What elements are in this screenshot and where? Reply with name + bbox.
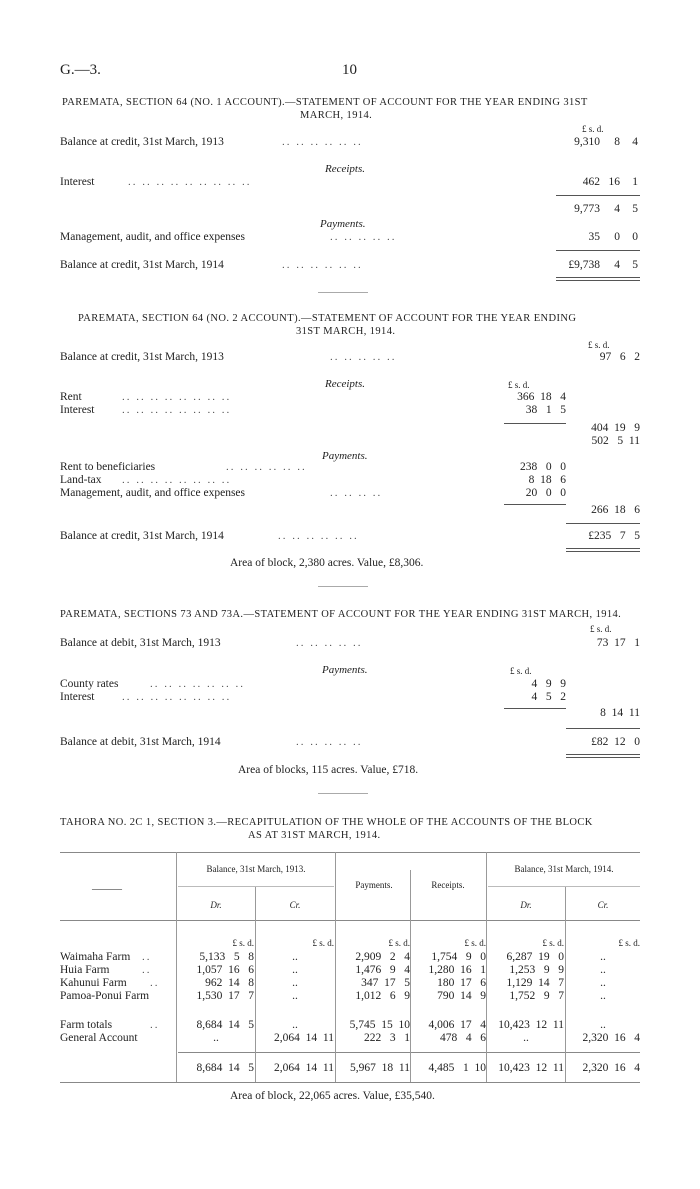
s1-units: £ s. d. (582, 124, 604, 134)
cell: 790 14 9 (437, 990, 486, 1002)
s1-shillings: 4 (614, 203, 620, 215)
row-label: Kahunui Farm (60, 977, 127, 989)
s1-payments-heading: Payments. (320, 218, 366, 230)
cell: 2,909 2 4 (355, 951, 410, 963)
s1-pence: 0 (632, 231, 638, 243)
s2-amount: 266 18 6 (591, 504, 640, 516)
cell: 1,280 16 1 (428, 964, 486, 976)
s2-amount: 20 0 0 (525, 487, 566, 499)
section-divider (318, 586, 368, 587)
s1-title-line2: MARCH, 1914. (300, 110, 373, 121)
s1-row-label: Management, audit, and office expenses (60, 231, 245, 243)
hdr-cr-1914: Cr. (597, 900, 609, 910)
s1-row-label: Balance at credit, 31st March, 1914 (60, 259, 224, 271)
leader-dots: .. (142, 951, 152, 963)
leader-dots: .. .. .. .. .. (330, 351, 397, 363)
header-dash: ——— (92, 884, 122, 895)
s3-row-label: Balance at debit, 31st March, 1914 (60, 736, 221, 748)
row-label: Pamoa-Ponui Farm (60, 990, 150, 1002)
cell: 5,133 5 8 (199, 951, 254, 963)
s1-pence: 4 (632, 136, 638, 148)
s3-amount: 4 9 9 (531, 678, 566, 690)
sum-rule (566, 728, 640, 729)
double-rule (566, 757, 640, 758)
s4-note: Area of block, 22,065 acres. Value, £35,540. (230, 1090, 435, 1102)
s2-row-label: Balance at credit, 31st March, 1913 (60, 351, 224, 363)
leader-dots: .. (142, 964, 152, 976)
s3-title: PAREMATA, SECTIONS 73 AND 73A.—STATEMENT OF ACCOUNT FOR THE YEAR ENDING 31ST MARCH, 1914. (60, 609, 622, 620)
leader-dots: .. .. .. .. .. .. .. .. (122, 391, 232, 403)
s1-row-label: Balance at credit, 31st March, 1913 (60, 136, 224, 148)
cell: 8,684 14 5 (196, 1062, 254, 1074)
cell: .. (600, 951, 606, 963)
s2-amount: 38 1 5 (525, 404, 566, 416)
s3-row-label: Interest (60, 691, 95, 703)
cell: .. (292, 951, 298, 963)
units: £ s. d. (618, 938, 640, 948)
cell: 10,423 12 11 (498, 1062, 564, 1074)
hdr-payments: Payments. (355, 880, 393, 890)
cell: 347 17 5 (361, 977, 410, 989)
s2-title-line2: 31ST MARCH, 1914. (296, 326, 396, 337)
s1-title-line1: PAREMATA, SECTION 64 (NO. 1 ACCOUNT).—STATEMENT OF ACCOUNT FOR THE YEAR ENDING 31ST (62, 97, 588, 108)
hdr-balance-1913: Balance, 31st March, 1913. (206, 864, 306, 874)
cell: 1,752 9 7 (509, 990, 564, 1002)
cell: .. (292, 1019, 298, 1031)
double-rule (556, 277, 640, 278)
cell: 2,064 14 11 (274, 1062, 334, 1074)
s1-pounds: 9,773 (574, 203, 600, 215)
cell: 4,485 1 10 (428, 1062, 486, 1074)
leader-dots: .. .. .. .. .. .. .. (150, 678, 245, 690)
sum-rule (556, 250, 640, 251)
cell: 1,012 6 9 (355, 990, 410, 1002)
s3-payments-heading: Payments. (322, 664, 368, 676)
s2-payments-heading: Payments. (322, 450, 368, 462)
s2-amount: 404 19 9 (591, 422, 640, 434)
cell: 5,967 18 11 (350, 1062, 410, 1074)
cell: .. (600, 1019, 606, 1031)
leader-dots: .. .. .. .. .. .. .. .. .. (128, 176, 252, 188)
s1-row-label: Interest (60, 176, 95, 188)
s1-shillings: 0 (614, 231, 620, 243)
hdr-dr-1913: Dr. (210, 900, 222, 910)
units: £ s. d. (542, 938, 564, 948)
s1-pence: 5 (632, 259, 638, 271)
hdr-receipts: Receipts. (431, 880, 465, 890)
cell: .. (292, 964, 298, 976)
s3-row-label: Balance at debit, 31st March, 1913 (60, 637, 221, 649)
cell: 5,745 15 10 (349, 1019, 410, 1031)
s3-amount: 73 17 1 (596, 637, 640, 649)
s2-amount: £235 7 5 (588, 530, 640, 542)
s2-amount: 97 6 2 (599, 351, 640, 363)
leader-dots: .. (150, 977, 160, 989)
cell: 2,064 14 11 (274, 1032, 334, 1044)
s2-row-label: Rent to beneficiaries (60, 461, 156, 473)
s2-row-label: Land-tax (60, 474, 102, 486)
hdr-dr-1914: Dr. (520, 900, 532, 910)
s1-pounds: 462 (582, 176, 600, 188)
leader-dots: .. .. .. .. .. .. (282, 259, 363, 271)
cell: 4,006 17 4 (428, 1019, 486, 1031)
s2-amount: 502 5 11 (591, 435, 640, 447)
s2-amount: 238 0 0 (520, 461, 566, 473)
s3-amount: 4 5 2 (531, 691, 566, 703)
hdr-balance-1914: Balance, 31st March, 1914. (514, 864, 614, 874)
cell: 10,423 12 11 (498, 1019, 564, 1031)
units: £ s. d. (464, 938, 486, 948)
leader-dots: .. .. .. .. .. .. .. .. (122, 404, 232, 416)
leader-dots: .. .. .. .. .. (296, 736, 363, 748)
s3-amount: 8 14 11 (600, 707, 640, 719)
cell: .. (292, 990, 298, 1002)
s3-units-inner: £ s. d. (510, 666, 532, 676)
leader-dots: .. .. .. .. .. .. (278, 530, 359, 542)
s3-note: Area of blocks, 115 acres. Value, £718. (238, 764, 419, 776)
s2-note: Area of block, 2,380 acres. Value, £8,306. (230, 557, 424, 569)
leader-dots: .. .. .. .. (330, 487, 383, 499)
cell: 180 17 6 (437, 977, 486, 989)
cell: .. (600, 977, 606, 989)
s2-units-inner: £ s. d. (508, 380, 530, 390)
s1-pence: 5 (632, 203, 638, 215)
cell: 962 14 8 (205, 977, 254, 989)
s4-title-line2: AS AT 31ST MARCH, 1914. (248, 830, 381, 841)
row-label: General Account (60, 1032, 138, 1044)
page-number: 10 (342, 62, 357, 78)
s2-amount: 8 18 6 (528, 474, 566, 486)
row-label: Waimaha Farm (60, 951, 131, 963)
s3-units: £ s. d. (590, 624, 612, 634)
cell: .. (213, 1032, 219, 1044)
section-divider (318, 292, 368, 293)
double-rule (556, 280, 640, 281)
s1-pence: 1 (632, 176, 638, 188)
sum-rule (556, 195, 640, 196)
cell: 1,754 9 0 (431, 951, 486, 963)
s1-shillings: 16 (608, 176, 620, 188)
leader-dots: .. .. .. .. .. (296, 637, 363, 649)
s1-receipts-heading: Receipts. (325, 163, 366, 175)
page-ref: G.—3. (60, 62, 101, 78)
s2-row-label: Management, audit, and office expenses (60, 487, 245, 499)
double-rule (566, 754, 640, 755)
hdr-cr-1913: Cr. (289, 900, 301, 910)
leader-dots: .. .. .. .. .. .. .. .. (122, 691, 232, 703)
s1-pounds: £9,738 (568, 259, 600, 271)
cell: .. (523, 1032, 529, 1044)
cell: 1,129 14 7 (506, 977, 564, 989)
cell: .. (600, 990, 606, 1002)
s1-pounds: 35 (588, 231, 600, 243)
cell: 2,320 16 4 (582, 1062, 640, 1074)
double-rule (566, 548, 640, 549)
s2-units: £ s. d. (588, 340, 610, 350)
s2-title-line1: PAREMATA, SECTION 64 (NO. 2 ACCOUNT).—STATEMENT OF ACCOUNT FOR THE YEAR ENDING (78, 313, 577, 324)
s1-shillings: 8 (614, 136, 620, 148)
section-divider (318, 793, 368, 794)
row-label: Huia Farm (60, 964, 110, 976)
cell: 6,287 19 0 (506, 951, 564, 963)
s3-amount: £82 12 0 (591, 736, 640, 748)
leader-dots: .. .. .. .. .. (330, 231, 397, 243)
leader-dots: .. .. .. .. .. .. (226, 461, 307, 473)
s4-title-line1: TAHORA NO. 2C 1, SECTION 3.—RECAPITULATION OF THE WHOLE OF THE ACCOUNTS OF THE BLOCK (60, 817, 593, 828)
cell: 1,057 16 6 (196, 964, 254, 976)
cell: 222 3 1 (364, 1032, 410, 1044)
s2-row-label: Interest (60, 404, 95, 416)
cell: 2,320 16 4 (582, 1032, 640, 1044)
cell: 1,253 9 9 (509, 964, 564, 976)
leader-dots: .. .. .. .. .. .. .. .. (122, 474, 232, 486)
leader-dots: .. .. .. .. .. .. (282, 136, 363, 148)
sum-rule (566, 523, 640, 524)
s2-receipts-heading: Receipts. (325, 378, 366, 390)
leader-dots: .. (150, 1019, 160, 1031)
cell: 1,530 17 7 (196, 990, 254, 1002)
s3-row-label: County rates (60, 678, 119, 690)
row-label: Farm totals (60, 1019, 113, 1031)
s2-amount: 366 18 4 (517, 391, 566, 403)
cell: .. (292, 977, 298, 989)
s1-shillings: 4 (614, 259, 620, 271)
double-rule (566, 551, 640, 552)
cell: 8,684 14 5 (196, 1019, 254, 1031)
s2-row-label: Balance at credit, 31st March, 1914 (60, 530, 224, 542)
units: £ s. d. (312, 938, 334, 948)
s2-row-label: Rent (60, 391, 82, 403)
units: £ s. d. (232, 938, 254, 948)
cell: 1,476 9 4 (355, 964, 410, 976)
cell: .. (600, 964, 606, 976)
cell: 478 4 6 (440, 1032, 486, 1044)
s1-pounds: 9,310 (574, 136, 600, 148)
units: £ s. d. (388, 938, 410, 948)
